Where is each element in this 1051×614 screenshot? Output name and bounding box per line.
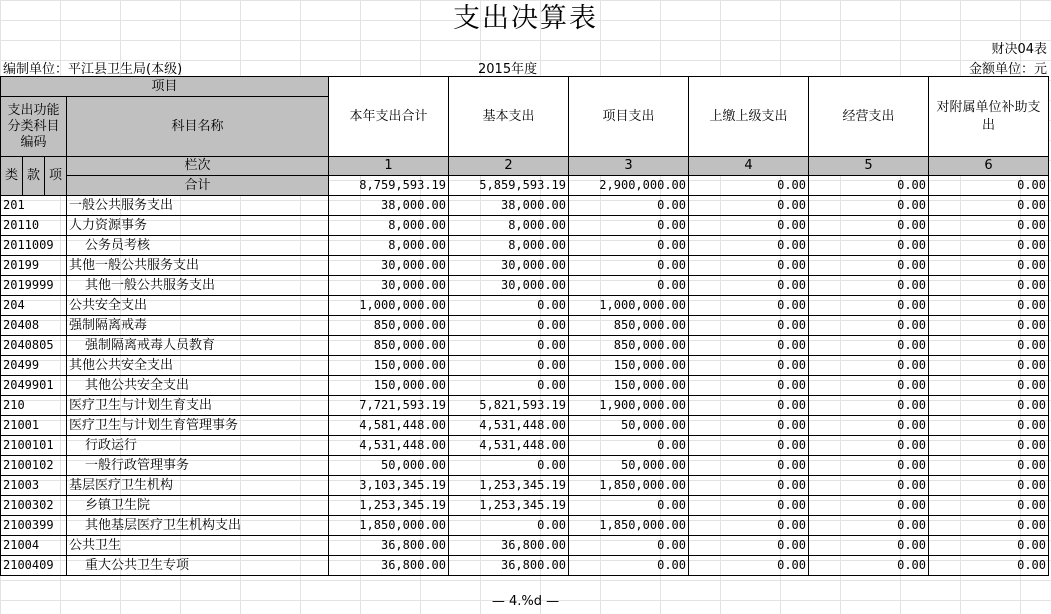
table-row (1, 256, 1049, 276)
row-value-2: 1,253,345.19 (449, 476, 569, 496)
row-value-5: 0.00 (809, 196, 929, 216)
row-value-5: 0.00 (809, 276, 929, 296)
row-value-3: 850,000.00 (569, 336, 689, 356)
unit-label: 编制单位：平江县卫生局(本级) (3, 62, 183, 77)
row-value-3: 0.00 (569, 536, 689, 556)
row-value-5: 0.00 (809, 456, 929, 476)
row-value-5: 0.00 (809, 376, 929, 396)
row-value-3: 50,000.00 (569, 456, 689, 476)
total-value-6: 0.00 (929, 176, 1049, 196)
row-name: 其他公共安全支出 (67, 376, 329, 396)
col-number-3: 3 (569, 157, 689, 176)
table-row (1, 456, 1049, 476)
row-value-3: 1,850,000.00 (569, 476, 689, 496)
col-number-1: 1 (329, 157, 449, 176)
row-value-1: 850,000.00 (329, 316, 449, 336)
row-value-5: 0.00 (809, 356, 929, 376)
row-value-3: 0.00 (569, 276, 689, 296)
row-value-6: 0.00 (929, 236, 1049, 256)
row-value-2: 36,800.00 (449, 556, 569, 576)
row-value-5: 0.00 (809, 296, 929, 316)
currency-label: 金额单位：元 (968, 62, 1047, 77)
col-number-2: 2 (449, 157, 569, 176)
row-code: 20408 (1, 316, 67, 336)
row-value-6: 0.00 (929, 476, 1049, 496)
row-value-1: 4,581,448.00 (329, 416, 449, 436)
page-footer: — 4.%d — (491, 594, 560, 609)
row-value-2: 0.00 (449, 376, 569, 396)
row-value-6: 0.00 (929, 536, 1049, 556)
row-value-6: 0.00 (929, 516, 1049, 536)
col-number-6: 6 (929, 157, 1049, 176)
row-value-5: 0.00 (809, 516, 929, 536)
row-value-6: 0.00 (929, 336, 1049, 356)
row-code: 210 (1, 396, 67, 416)
row-code: 2100302 (1, 496, 67, 516)
row-value-4: 0.00 (689, 256, 809, 276)
row-value-2: 0.00 (449, 356, 569, 376)
row-name: 强制隔离戒毒 (67, 316, 329, 336)
header-code: 支出功能分类科目编码 (1, 97, 67, 157)
row-value-3: 0.00 (569, 236, 689, 256)
row-value-1: 8,000.00 (329, 236, 449, 256)
row-code: 21003 (1, 476, 67, 496)
row-value-5: 0.00 (809, 476, 929, 496)
row-value-1: 38,000.00 (329, 196, 449, 216)
row-value-3: 50,000.00 (569, 416, 689, 436)
row-value-6: 0.00 (929, 456, 1049, 476)
row-value-3: 150,000.00 (569, 356, 689, 376)
row-name: 其他一般公共服务支出 (67, 276, 329, 296)
row-value-5: 0.00 (809, 216, 929, 236)
table-row (1, 416, 1049, 436)
row-value-2: 36,800.00 (449, 536, 569, 556)
col-number-5: 5 (809, 157, 929, 176)
table-row (1, 316, 1049, 336)
row-name: 基层医疗卫生机构 (67, 476, 329, 496)
header-name: 科目名称 (67, 97, 329, 157)
row-value-4: 0.00 (689, 416, 809, 436)
header-item: 项目 (1, 77, 329, 97)
table-row (1, 556, 1049, 576)
page-title: 支出决算表 (453, 3, 598, 34)
table-row (1, 476, 1049, 496)
row-value-2: 0.00 (449, 296, 569, 316)
row-value-1: 4,531,448.00 (329, 436, 449, 456)
row-value-1: 8,000.00 (329, 216, 449, 236)
row-value-4: 0.00 (689, 436, 809, 456)
row-value-5: 0.00 (809, 496, 929, 516)
row-value-4: 0.00 (689, 456, 809, 476)
table-row (1, 376, 1049, 396)
row-value-5: 0.00 (809, 436, 929, 456)
row-value-3: 0.00 (569, 496, 689, 516)
row-value-4: 0.00 (689, 336, 809, 356)
row-value-6: 0.00 (929, 256, 1049, 276)
row-name: 行政运行 (67, 436, 329, 456)
row-value-2: 0.00 (449, 336, 569, 356)
row-value-4: 0.00 (689, 556, 809, 576)
row-value-1: 150,000.00 (329, 376, 449, 396)
row-value-2: 1,253,345.19 (449, 496, 569, 516)
row-value-6: 0.00 (929, 216, 1049, 236)
row-value-5: 0.00 (809, 336, 929, 356)
row-name: 其他基层医疗卫生机构支出 (67, 516, 329, 536)
total-value-4: 0.00 (689, 176, 809, 196)
row-value-3: 0.00 (569, 436, 689, 456)
row-value-3: 0.00 (569, 216, 689, 236)
row-value-4: 0.00 (689, 296, 809, 316)
row-code: 204 (1, 296, 67, 316)
header-col-index: 栏次 (67, 157, 329, 176)
year-label: 2015年度 (478, 62, 538, 77)
row-name: 强制隔离戒毒人员教育 (67, 336, 329, 356)
row-value-1: 1,850,000.00 (329, 516, 449, 536)
row-value-2: 30,000.00 (449, 256, 569, 276)
row-value-2: 30,000.00 (449, 276, 569, 296)
row-value-5: 0.00 (809, 236, 929, 256)
row-value-3: 1,000,000.00 (569, 296, 689, 316)
row-value-1: 36,800.00 (329, 556, 449, 576)
row-code: 21004 (1, 536, 67, 556)
total-label: 合计 (67, 176, 329, 196)
total-value-5: 0.00 (809, 176, 929, 196)
row-name: 一般公共服务支出 (67, 196, 329, 216)
row-value-4: 0.00 (689, 196, 809, 216)
total-value-3: 2,900,000.00 (569, 176, 689, 196)
table-row (1, 216, 1049, 236)
row-value-6: 0.00 (929, 276, 1049, 296)
row-value-2: 38,000.00 (449, 196, 569, 216)
header-col-4: 上缴上级支出 (689, 77, 809, 157)
header-col-2: 基本支出 (449, 77, 569, 157)
header-col-5: 经营支出 (809, 77, 929, 157)
row-code: 2100399 (1, 516, 67, 536)
table-row (1, 536, 1049, 556)
row-value-2: 8,000.00 (449, 236, 569, 256)
row-value-4: 0.00 (689, 236, 809, 256)
table-row (1, 436, 1049, 456)
row-code: 20110 (1, 216, 67, 236)
row-value-6: 0.00 (929, 396, 1049, 416)
header-col-3: 项目支出 (569, 77, 689, 157)
row-name: 公务员考核 (67, 236, 329, 256)
row-value-4: 0.00 (689, 376, 809, 396)
row-code: 2100101 (1, 436, 67, 456)
row-value-3: 150,000.00 (569, 376, 689, 396)
table-row (1, 396, 1049, 416)
form-number: 财决04表 (991, 42, 1047, 57)
table-row (1, 236, 1049, 256)
row-code: 21001 (1, 416, 67, 436)
row-value-5: 0.00 (809, 536, 929, 556)
row-value-6: 0.00 (929, 376, 1049, 396)
row-value-2: 4,531,448.00 (449, 416, 569, 436)
total-value-2: 5,859,593.19 (449, 176, 569, 196)
expenditure-table (0, 76, 1049, 576)
col-number-4: 4 (689, 157, 809, 176)
header-col-6: 对附属单位补助支出 (929, 77, 1049, 157)
row-name: 公共卫生 (67, 536, 329, 556)
row-name: 医疗卫生与计划生育管理事务 (67, 416, 329, 436)
row-name: 公共安全支出 (67, 296, 329, 316)
row-name: 重大公共卫生专项 (67, 556, 329, 576)
row-value-5: 0.00 (809, 416, 929, 436)
row-value-1: 30,000.00 (329, 276, 449, 296)
row-value-1: 50,000.00 (329, 456, 449, 476)
total-value-1: 8,759,593.19 (329, 176, 449, 196)
row-value-6: 0.00 (929, 436, 1049, 456)
row-value-2: 8,000.00 (449, 216, 569, 236)
row-value-1: 3,103,345.19 (329, 476, 449, 496)
row-value-1: 1,000,000.00 (329, 296, 449, 316)
row-value-4: 0.00 (689, 276, 809, 296)
row-name: 其他一般公共服务支出 (67, 256, 329, 276)
row-value-5: 0.00 (809, 256, 929, 276)
row-value-5: 0.00 (809, 316, 929, 336)
row-value-6: 0.00 (929, 356, 1049, 376)
row-value-3: 1,900,000.00 (569, 396, 689, 416)
row-value-3: 0.00 (569, 196, 689, 216)
table-row (1, 336, 1049, 356)
header-kuan: 款 (23, 157, 45, 196)
row-value-2: 0.00 (449, 456, 569, 476)
row-code: 2049901 (1, 376, 67, 396)
table-row (1, 296, 1049, 316)
row-value-4: 0.00 (689, 516, 809, 536)
row-value-2: 4,531,448.00 (449, 436, 569, 456)
header-col-1: 本年支出合计 (329, 77, 449, 157)
row-value-4: 0.00 (689, 536, 809, 556)
row-value-6: 0.00 (929, 296, 1049, 316)
row-value-4: 0.00 (689, 476, 809, 496)
row-value-1: 30,000.00 (329, 256, 449, 276)
row-code: 20199 (1, 256, 67, 276)
row-value-6: 0.00 (929, 416, 1049, 436)
row-value-4: 0.00 (689, 496, 809, 516)
row-code: 2011009 (1, 236, 67, 256)
row-value-3: 1,850,000.00 (569, 516, 689, 536)
row-name: 一般行政管理事务 (67, 456, 329, 476)
row-value-4: 0.00 (689, 396, 809, 416)
row-name: 其他公共安全支出 (67, 356, 329, 376)
row-value-4: 0.00 (689, 356, 809, 376)
table-row (1, 196, 1049, 216)
row-value-1: 850,000.00 (329, 336, 449, 356)
table-row (1, 356, 1049, 376)
row-value-3: 850,000.00 (569, 316, 689, 336)
row-value-6: 0.00 (929, 556, 1049, 576)
row-value-6: 0.00 (929, 196, 1049, 216)
row-name: 医疗卫生与计划生育支出 (67, 396, 329, 416)
row-code: 201 (1, 196, 67, 216)
header-lei: 类 (1, 157, 23, 196)
row-value-1: 1,253,345.19 (329, 496, 449, 516)
row-value-5: 0.00 (809, 396, 929, 416)
row-name: 人力资源事务 (67, 216, 329, 236)
row-value-2: 5,821,593.19 (449, 396, 569, 416)
row-value-2: 0.00 (449, 316, 569, 336)
row-code: 2019999 (1, 276, 67, 296)
row-code: 2040805 (1, 336, 67, 356)
row-value-1: 36,800.00 (329, 536, 449, 556)
row-value-4: 0.00 (689, 216, 809, 236)
row-code: 20499 (1, 356, 67, 376)
row-value-1: 150,000.00 (329, 356, 449, 376)
header-xiang: 项 (45, 157, 67, 196)
row-value-2: 0.00 (449, 516, 569, 536)
table-row (1, 516, 1049, 536)
table-row (1, 276, 1049, 296)
row-value-1: 7,721,593.19 (329, 396, 449, 416)
row-value-6: 0.00 (929, 496, 1049, 516)
row-value-5: 0.00 (809, 556, 929, 576)
row-value-3: 0.00 (569, 556, 689, 576)
row-name: 乡镇卫生院 (67, 496, 329, 516)
table-row (1, 496, 1049, 516)
row-value-3: 0.00 (569, 256, 689, 276)
row-code: 2100102 (1, 456, 67, 476)
row-code: 2100409 (1, 556, 67, 576)
row-value-6: 0.00 (929, 316, 1049, 336)
row-value-4: 0.00 (689, 316, 809, 336)
